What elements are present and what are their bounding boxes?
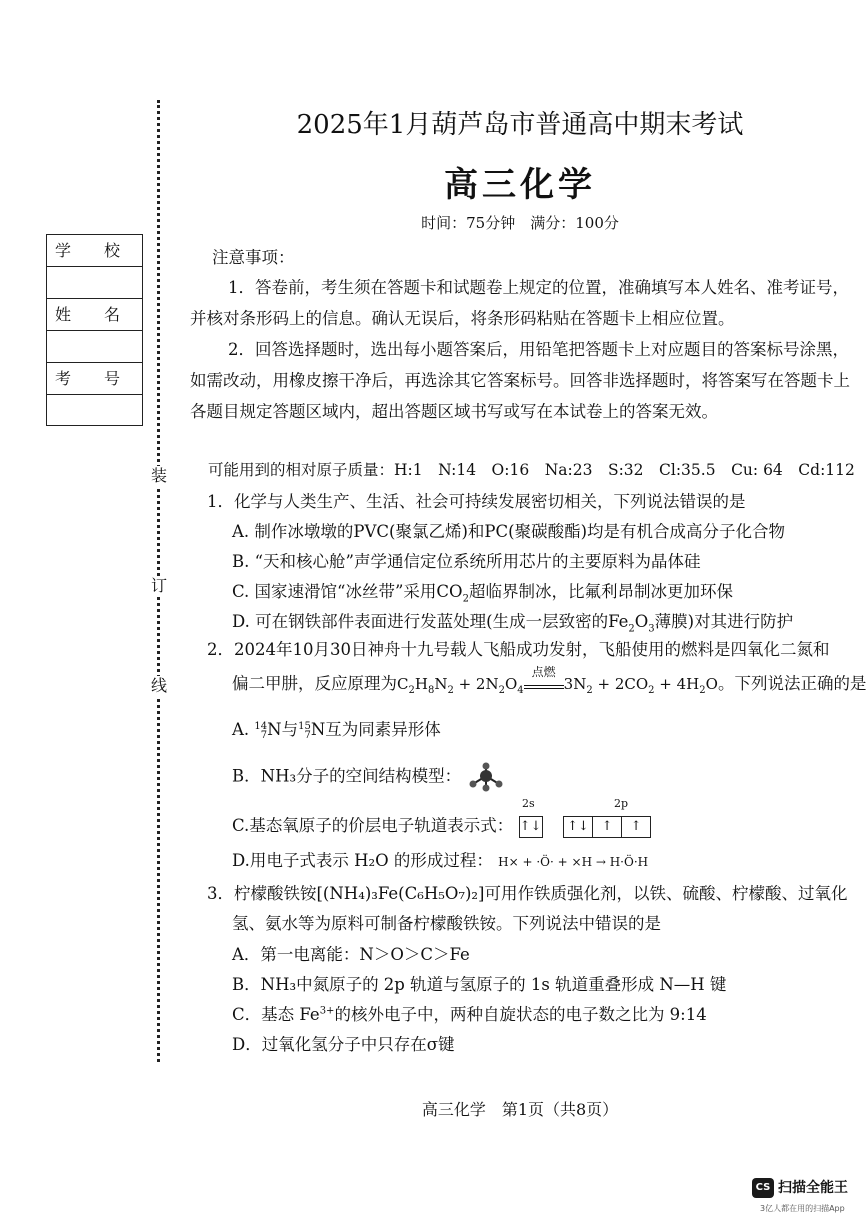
watermark-name: 扫描全能王: [778, 1180, 848, 1196]
q2-stem-post: 。下列说法正确的是: [717, 674, 867, 693]
q2-option-a: A. 14 7N与15 7N互为同素异形体: [232, 720, 441, 741]
student-info-box: [46, 234, 143, 426]
q3-option-c-pre: C．基态 Fe: [232, 1005, 320, 1024]
q1-option-d: D. 可在钢铁部件表面进行发蓝处理(生成一层致密的$Fe_2O_3$薄膜)对其进行防护: [232, 612, 794, 635]
q2-option-b-text: B．NH₃分子的空间结构模型：: [232, 766, 462, 786]
time-score-line: 时间：75分钟 满分：100分: [421, 214, 619, 232]
orbital-label-2s: 2s: [522, 797, 535, 810]
watermark-tagline: 3亿人都在用的扫描App: [760, 1204, 845, 1213]
camscanner-logo-icon: CS: [752, 1178, 774, 1198]
q2-stem-line1: 2．2024年10月30日神舟十九号载人飞船成功发射，飞船使用的燃料是四氧化二氮和: [207, 640, 830, 659]
q1-stem: 1．化学与人类生产、生活、社会可持续发展密切相关，下列说法错误的是: [207, 492, 746, 511]
orbital-box-2s: ↑↓: [519, 816, 543, 838]
q2-option-c-text: C.基态氧原子的价层电子轨道表示式：: [232, 816, 514, 835]
q1-option-c-post: 超临界制冰，比氟利昂制冰更加环保: [468, 582, 733, 601]
q2-option-a-post: N互为同素异形体: [310, 720, 441, 739]
binding-mark-xian: 线: [148, 676, 170, 696]
school-label: 学 校: [47, 235, 142, 267]
notice-heading: 注意事项：: [212, 248, 295, 267]
name-label: 姓 名: [47, 299, 142, 331]
q3-stem-line1: 3．柠檬酸铁铵[(NH₄)₃Fe(C₆H₅O₇)₂]可用作铁质强化剂，以铁、硫酸、柠檬酸、过氧化: [207, 884, 848, 903]
q3-option-b: B．NH₃中氮原子的 2p 轨道与氢原子的 1s 轨道重叠形成 N—H 键: [232, 975, 727, 994]
reaction-equation: $C_2H_8N_2 + 2N_2O_4$ 点燃 $3N_2 + 2CO_2 + 4H_2O$: [397, 665, 718, 696]
school-field[interactable]: [47, 267, 142, 299]
exam-title: 2025年1月葫芦岛市普通高中期末考试: [296, 110, 744, 140]
notice-item-2: 2．回答选择题时，选出每小题答案后，用铅笔把答题卡上对应题目的答案标号涂黑，如需改动，用橡皮擦干净后，再选涂其它答案标号。回答非选择题时，将答案写在答题卡上各题目规定答题区域内，超出答题区域书写或写在本试卷上的答案无效。: [190, 340, 850, 421]
q2-option-d-text: D.用电子式表示 H₂O 的形成过程：: [232, 851, 493, 870]
q2-stem-pre: 偏二甲肼，反应原理为: [232, 674, 397, 693]
q3-option-c: [232, 1001, 707, 1025]
q2-option-a-mid: N与: [267, 720, 299, 739]
q1-option-b: B. “天和核心舱”声学通信定位系统所用芯片的主要原料为晶体硅: [232, 552, 701, 571]
name-field[interactable]: [47, 331, 142, 363]
q1-option-c-pre: C. 国家速滑馆“冰丝带”采用CO: [232, 582, 463, 601]
binding-mark-zhuang: 装: [148, 466, 170, 486]
q2-stem-line2: [232, 665, 867, 696]
q2-option-d: [232, 847, 648, 871]
q2-option-b: [232, 762, 506, 792]
exam-number-field[interactable]: [47, 395, 142, 426]
q1-option-d-pre: D. 可在钢铁部件表面进行发蓝处理(生成一层致密的Fe: [232, 612, 629, 631]
reaction-condition: 点燃: [531, 665, 556, 679]
notice-item-1: 1．答卷前，考生须在答题卡和试题卷上规定的位置，准确填写本人姓名、准考证号，并核对条形码上的信息。确认无误后，将条形码粘贴在答题卡上相应位置。: [190, 278, 849, 328]
q1-option-d-post: 薄膜)对其进行防护: [654, 612, 794, 631]
q3-stem-line2: 氢、氨水等为原料可制备柠檬酸铁铵。下列说法中错误的是: [232, 914, 661, 933]
q1-option-d-mid: O: [634, 612, 649, 631]
q1-option-c: C. 国家速滑馆“冰丝带”采用$CO_2$超临界制冰，比氟利昂制冰更加环保: [232, 582, 733, 605]
q1-option-a: A. 制作冰墩墩的PVC(聚氯乙烯)和PC(聚碳酸酯)均是有机合成高分子化合物: [232, 522, 786, 541]
orbital-box-2p: ↑↓ ↑ ↑: [563, 816, 651, 838]
q3-option-a: A．第一电离能：N＞O＞C＞Fe: [232, 945, 470, 964]
exam-number-label: 考 号: [47, 363, 142, 395]
binding-mark-ding: 订: [148, 576, 170, 596]
q3-option-d: D．过氧化氢分子中只存在σ键: [232, 1035, 455, 1054]
q3-option-c-sup: 3+: [319, 1005, 335, 1017]
nh3-ball-model-icon: [466, 762, 506, 792]
orbital-label-2p: 2p: [614, 797, 629, 810]
atomic-masses: 可能用到的相对原子质量：H:1 N:14 O:16 Na:23 S:32 Cl:35.5 Cu: 64 Cd:112: [208, 461, 855, 479]
subject-title: 高三化学: [444, 165, 596, 205]
page-footer: 高三化学 第1页（共8页）: [421, 1100, 619, 1119]
q2-option-c: [232, 812, 651, 838]
q3-option-c-post: 的核外电子中，两种自旋状态的电子数之比为 9:14: [334, 1005, 707, 1024]
h2o-electron-formula: H× + ·Ö· + ×H → H·Ö·H: [498, 855, 649, 869]
q2-option-a-label: A.: [232, 720, 250, 739]
